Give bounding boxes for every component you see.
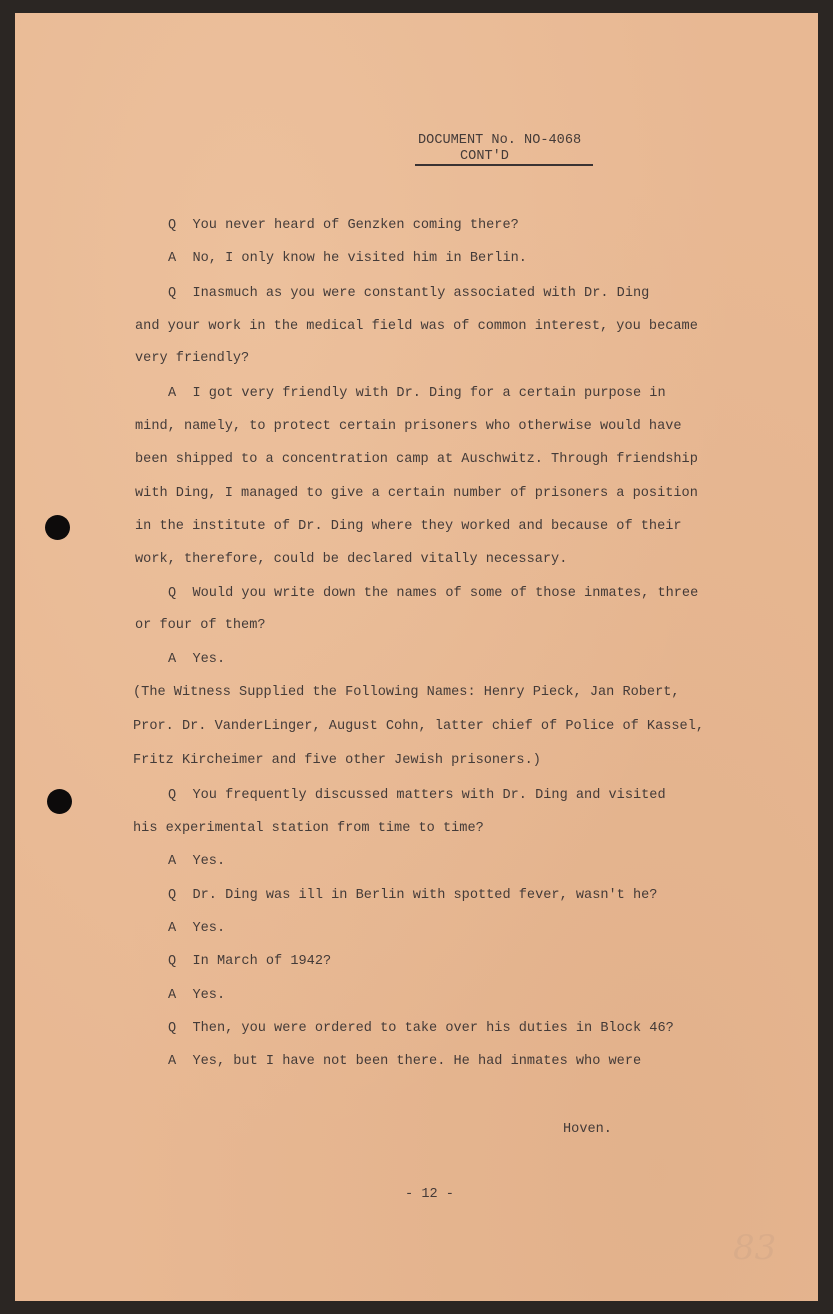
text-line: Q Inasmuch as you were constantly associated with Dr. Ding	[168, 286, 650, 301]
text-line: work, therefore, could be declared vitally necessary.	[135, 552, 568, 567]
text-line: Q Would you write down the names of some of those inmates, three	[168, 586, 699, 601]
text-line: A I got very friendly with Dr. Ding for a certain purpose in	[168, 386, 666, 401]
text-line: A Yes.	[168, 988, 226, 1003]
document-number: DOCUMENT No. NO-4068	[418, 133, 582, 148]
text-line: Q You never heard of Genzken coming there?	[168, 218, 519, 233]
text-line: with Ding, I managed to give a certain number of prisoners a position	[135, 486, 698, 501]
text-line: A No, I only know he visited him in Berlin.	[168, 251, 527, 266]
text-line: A Yes, but I have not been there. He had inmates who were	[168, 1054, 642, 1069]
punch-hole	[45, 515, 70, 540]
text-line: or four of them?	[135, 618, 266, 633]
text-line: A Yes.	[168, 854, 226, 869]
text-line: and your work in the medical field was of common interest, you became	[135, 319, 698, 334]
text-line: very friendly?	[135, 351, 250, 366]
text-line: (The Witness Supplied the Following Names: Henry Pieck, Jan Robert,	[133, 685, 680, 700]
text-line: his experimental station from time to time?	[133, 821, 484, 836]
text-line: in the institute of Dr. Ding where they worked and because of their	[135, 519, 682, 534]
text-line: Q Dr. Ding was ill in Berlin with spotted fever, wasn't he?	[168, 888, 658, 903]
text-line: mind, namely, to protect certain prisoners who otherwise would have	[135, 419, 682, 434]
signature-name: Hoven.	[563, 1122, 612, 1137]
pencil-page-mark: 83	[733, 1228, 777, 1268]
punch-hole	[47, 789, 72, 814]
page-number: - 12 -	[405, 1187, 454, 1202]
document-page	[15, 13, 818, 1301]
text-line: A Yes.	[168, 652, 226, 667]
header-underline	[415, 164, 593, 166]
text-line: Q Then, you were ordered to take over his duties in Block 46?	[168, 1021, 674, 1036]
text-line: Fritz Kircheimer and five other Jewish prisoners.)	[133, 753, 541, 768]
text-line: Q You frequently discussed matters with Dr. Ding and visited	[168, 788, 666, 803]
text-line: A Yes.	[168, 921, 226, 936]
text-line: Q In March of 1942?	[168, 954, 332, 969]
continued-label: CONT'D	[460, 149, 509, 164]
text-line: been shipped to a concentration camp at Auschwitz. Through friendship	[135, 452, 698, 467]
text-line: Pror. Dr. VanderLinger, August Cohn, latter chief of Police of Kassel,	[133, 719, 705, 734]
